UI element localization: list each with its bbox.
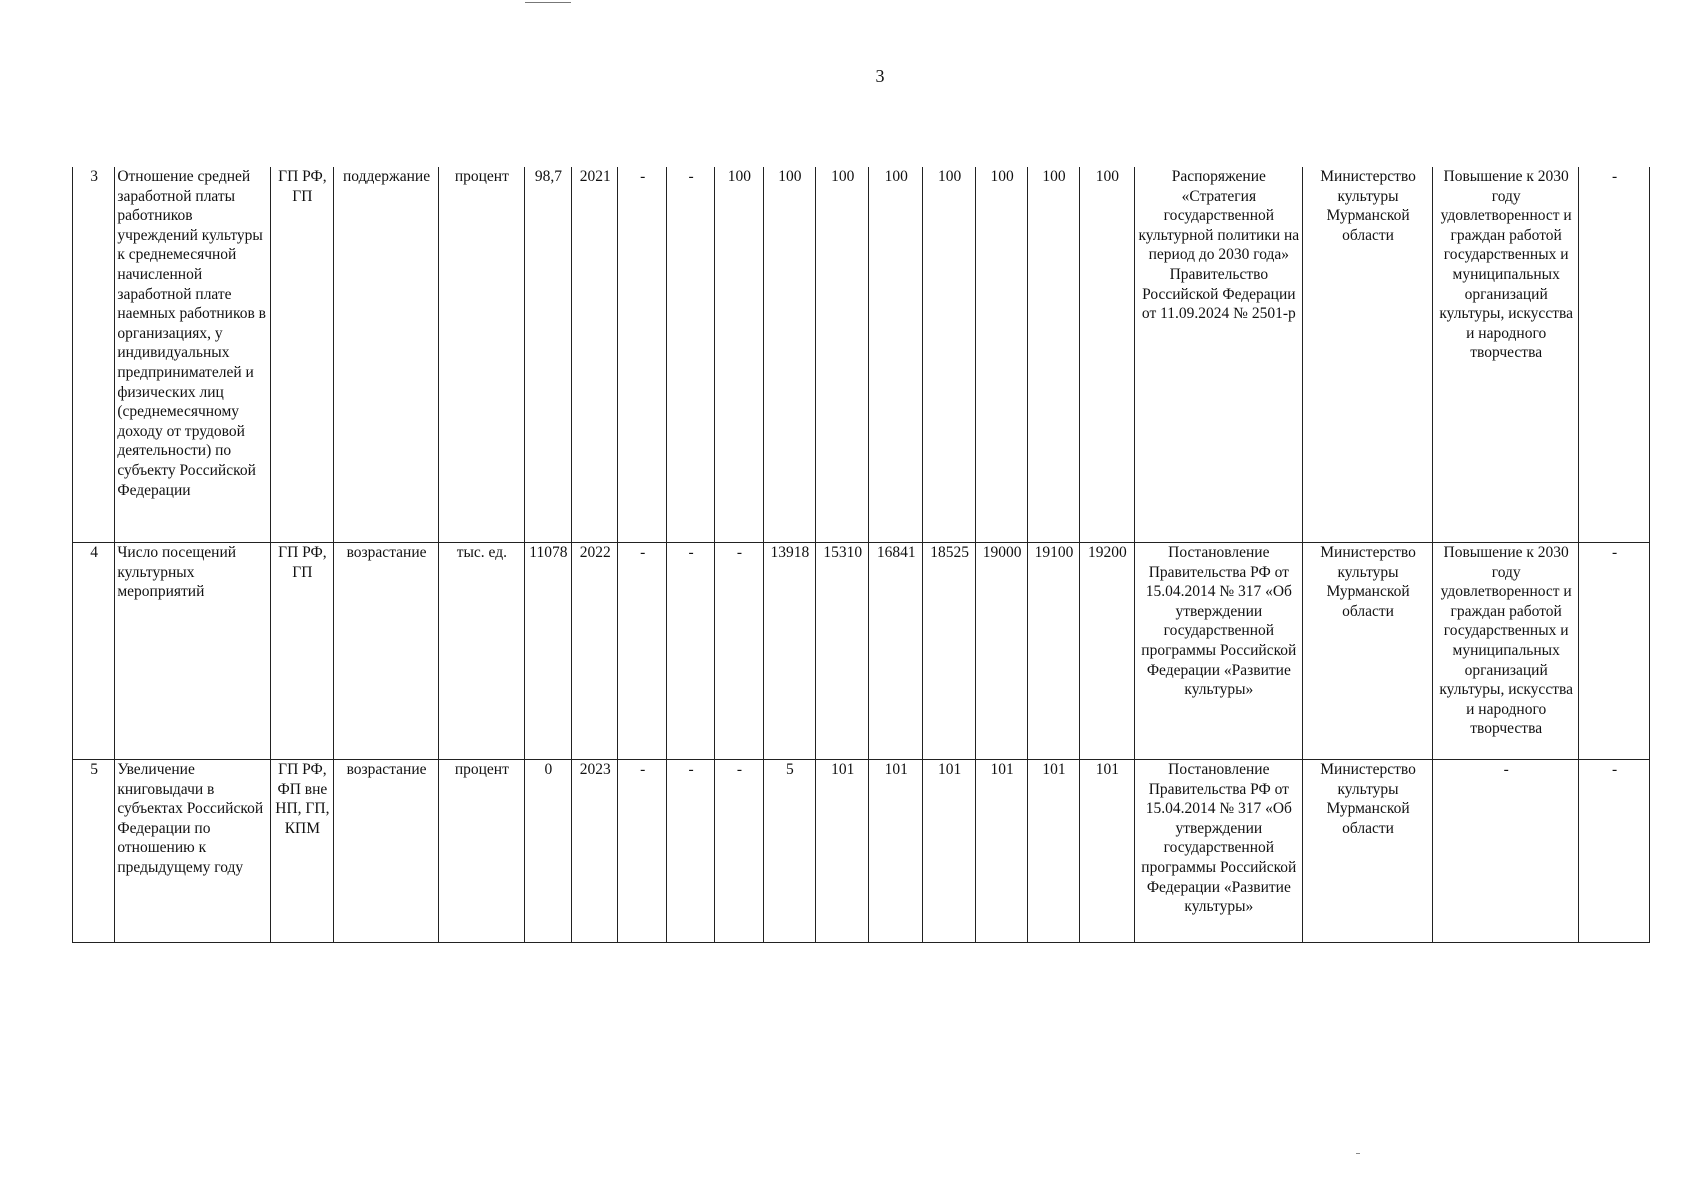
value-cell: 101: [922, 760, 975, 943]
table-row: [73, 167, 1650, 543]
value-cell: -: [666, 543, 714, 760]
value-cell: 100: [816, 167, 869, 543]
scan-speck: [1356, 1153, 1360, 1154]
scan-mark: [525, 2, 571, 3]
indicator-name: Число посещений культурных мероприятий: [115, 543, 270, 760]
value-cell: 19200: [1080, 543, 1134, 760]
value-cell: 100: [1027, 167, 1079, 543]
table-row: [73, 543, 1650, 760]
value-cell: 101: [1080, 760, 1134, 943]
national-goal: Повышение к 2030 году удовлетворенност и граждан работой государственных и муниципальных организаций культуры, искусства и народного творчества: [1433, 543, 1579, 760]
value-cell: -: [618, 167, 666, 543]
row-number: 4: [73, 543, 115, 760]
value-cell: 100: [1080, 167, 1134, 543]
value-cell: 100: [869, 167, 922, 543]
indicator-level: ГП РФ, ГП: [270, 543, 334, 760]
value-cell: 19000: [976, 543, 1027, 760]
value-cell: -: [666, 167, 714, 543]
indicator-trend: поддержание: [334, 167, 439, 543]
base-value: 98,7: [524, 167, 571, 543]
value-cell: 101: [869, 760, 922, 943]
value-cell: 100: [763, 167, 815, 543]
base-year: 2021: [572, 167, 618, 543]
basis-document: Постановление Правительства РФ от 15.04.2014 № 317 «Об утверждении государственной программы Российской Федерации «Развитие культуры»: [1134, 760, 1302, 943]
basis-document: Постановление Правительства РФ от 15.04.2014 № 317 «Об утверждении государственной программы Российской Федерации «Развитие культуры»: [1134, 543, 1302, 760]
indicators-table-wrapper: [72, 167, 1650, 943]
value-cell: -: [618, 760, 666, 943]
value-cell: 101: [1027, 760, 1079, 943]
table-row: [73, 760, 1650, 943]
basis-document: Распоряжение «Стратегия государственной культурной политики на период до 2030 года» Правительство Российской Федерации от 11.09.2024 № 2501-р: [1134, 167, 1302, 543]
indicator-trend: возрастание: [334, 543, 439, 760]
base-value: 11078: [524, 543, 571, 760]
value-cell: 16841: [869, 543, 922, 760]
value-cell: -: [715, 543, 763, 760]
value-cell: -: [666, 760, 714, 943]
value-cell: 15310: [816, 543, 869, 760]
indicator-name: Увеличение книговыдачи в субъектах Российской Федерации по отношению к предыдущему году: [115, 760, 270, 943]
value-cell: 100: [922, 167, 975, 543]
indicator-name: Отношение средней заработной платы работников учреждений культуры к среднемесячной начисленной заработной плате наемных работников в организациях, у индивидуальных предпринимателей и физических лиц (среднемесячному доходу от трудовой деятельности) по субъекту Российской Федерации: [115, 167, 270, 543]
value-cell: -: [715, 760, 763, 943]
responsible-body: Министерство культуры Мурманской области: [1303, 760, 1433, 943]
indicator-unit: процент: [438, 760, 524, 943]
national-goal: -: [1433, 760, 1579, 943]
indicator-unit: тыс. ед.: [438, 543, 524, 760]
value-cell: -: [618, 543, 666, 760]
link-cell: -: [1579, 760, 1650, 943]
indicator-unit: процент: [438, 167, 524, 543]
base-year: 2023: [572, 760, 618, 943]
value-cell: 100: [715, 167, 763, 543]
value-cell: 5: [763, 760, 815, 943]
value-cell: 18525: [922, 543, 975, 760]
link-cell: -: [1579, 167, 1650, 543]
page-number: 3: [875, 66, 885, 86]
value-cell: 101: [976, 760, 1027, 943]
responsible-body: Министерство культуры Мурманской области: [1303, 167, 1433, 543]
base-value: 0: [524, 760, 571, 943]
link-cell: -: [1579, 543, 1650, 760]
indicators-table: [72, 167, 1650, 943]
row-number: 5: [73, 760, 115, 943]
indicator-level: ГП РФ, ФП вне НП, ГП, КПМ: [270, 760, 334, 943]
national-goal: Повышение к 2030 году удовлетворенност и граждан работой государственных и муниципальных организаций культуры, искусства и народного творчества: [1433, 167, 1579, 543]
row-number: 3: [73, 167, 115, 543]
indicator-trend: возрастание: [334, 760, 439, 943]
indicator-level: ГП РФ, ГП: [270, 167, 334, 543]
base-year: 2022: [572, 543, 618, 760]
value-cell: 19100: [1027, 543, 1079, 760]
responsible-body: Министерство культуры Мурманской области: [1303, 543, 1433, 760]
value-cell: 13918: [763, 543, 815, 760]
value-cell: 100: [976, 167, 1027, 543]
value-cell: 101: [816, 760, 869, 943]
